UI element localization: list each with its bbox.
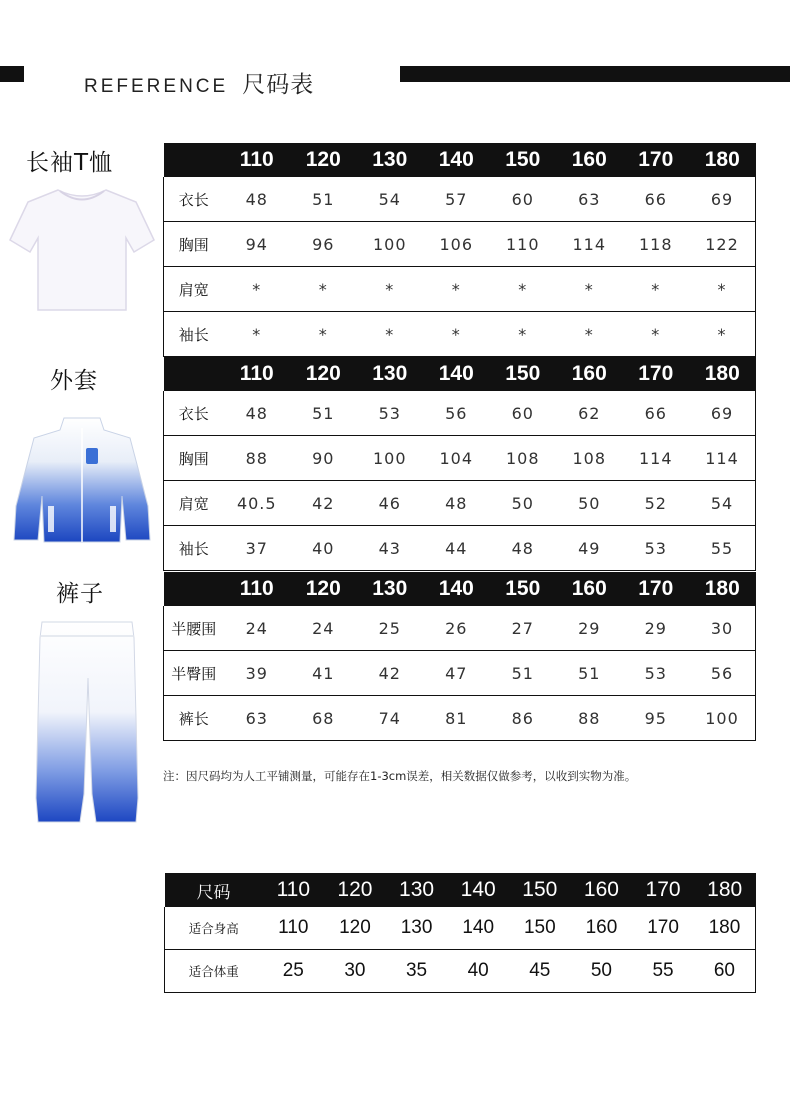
jacket-size-header (164, 357, 756, 391)
cell: 50 (511, 493, 534, 513)
row-label: 适合身高 (188, 921, 239, 936)
cell: 46 (378, 493, 401, 513)
jacket-row-chest (164, 436, 756, 481)
cell: 108 (572, 448, 607, 468)
jacket-row-length (164, 391, 756, 436)
cell: * (651, 279, 661, 299)
size-170: 170 (632, 873, 694, 907)
cell: 68 (312, 708, 335, 728)
size-160: 160 (556, 572, 623, 606)
cell: 69 (710, 403, 734, 423)
cell: * (318, 324, 328, 344)
size-170: 170 (623, 572, 690, 606)
size-170: 170 (623, 357, 690, 391)
cell: 60 (511, 403, 534, 423)
cell: 106 (439, 234, 474, 254)
header-blank (164, 572, 224, 606)
cell: 26 (445, 618, 468, 638)
header-right-bar (400, 66, 790, 82)
cell: 122 (705, 234, 739, 254)
fit-header-label: 尺码 (165, 873, 263, 907)
cell: 51 (578, 663, 601, 683)
cell: 110 (505, 234, 540, 254)
size-110: 110 (224, 572, 291, 606)
cell: * (318, 279, 328, 299)
size-160: 160 (556, 357, 623, 391)
cell: 24 (245, 618, 268, 638)
size-140: 140 (423, 357, 490, 391)
cell: * (385, 324, 395, 344)
cell: * (717, 279, 727, 299)
tshirt-image (8, 182, 156, 314)
size-110: 110 (263, 873, 325, 907)
reference-label: REFERENCE (84, 76, 229, 97)
cell: * (385, 279, 395, 299)
cell: 54 (378, 189, 401, 209)
cell: 51 (511, 663, 534, 683)
cell: 66 (644, 189, 667, 209)
size-130: 130 (357, 357, 424, 391)
cell: 120 (339, 917, 371, 938)
cell: 104 (439, 448, 474, 468)
cell: 55 (652, 960, 674, 981)
size-120: 120 (290, 357, 357, 391)
size-120: 120 (324, 873, 386, 907)
cell: * (252, 279, 262, 299)
cell: 49 (578, 538, 601, 558)
cell: 40 (467, 960, 489, 981)
jacket-size-table (163, 357, 756, 571)
row-label: 袖长 (178, 325, 209, 344)
cell: 48 (245, 403, 268, 423)
cell: 35 (405, 960, 428, 981)
size-160: 160 (571, 873, 633, 907)
cell: 51 (312, 403, 335, 423)
cell: 81 (445, 708, 468, 728)
cell: 88 (245, 448, 268, 468)
tshirt-size-header (164, 143, 756, 177)
pants-size-header (164, 572, 756, 606)
cell: 88 (578, 708, 601, 728)
cell: 53 (644, 663, 667, 683)
cell: 52 (644, 493, 667, 513)
row-label: 衣长 (178, 190, 209, 209)
cell: * (451, 324, 461, 344)
cell: 37 (245, 538, 268, 558)
cell: 48 (245, 189, 268, 209)
cell: 40.5 (236, 493, 277, 513)
size-140: 140 (423, 572, 490, 606)
cell: 42 (312, 493, 335, 513)
cell: 62 (578, 403, 601, 423)
cell: 130 (400, 917, 433, 938)
jacket-row-sleeve (164, 526, 756, 571)
cell: 42 (378, 663, 401, 683)
header-blank (164, 357, 224, 391)
cell: 140 (462, 917, 495, 938)
header-blank (164, 143, 224, 177)
tshirt-title: 长袖T恤 (26, 150, 114, 176)
size-140: 140 (447, 873, 509, 907)
cell: 90 (312, 448, 335, 468)
tshirt-row-shoulder (164, 267, 756, 312)
cell: 27 (511, 618, 534, 638)
size-110: 110 (224, 357, 291, 391)
cell: 114 (572, 234, 607, 254)
row-label: 裤长 (178, 709, 209, 728)
cell: 30 (344, 960, 366, 981)
tshirt-size-table (163, 143, 756, 357)
cell: 170 (647, 917, 679, 938)
cell: 57 (445, 189, 468, 209)
cell: 55 (710, 538, 734, 558)
cell: 108 (505, 448, 540, 468)
cell: 63 (578, 189, 601, 209)
size-180: 180 (689, 357, 756, 391)
row-label: 衣长 (178, 404, 209, 423)
cell: * (518, 279, 528, 299)
size-130: 130 (386, 873, 448, 907)
cell: 25 (378, 618, 401, 638)
header-left-bar (0, 66, 24, 82)
cell: 30 (710, 618, 734, 638)
pants-title: 裤子 (56, 581, 104, 607)
fit-table (164, 873, 756, 993)
row-label: 半臀围 (171, 664, 217, 683)
cell: 25 (282, 960, 304, 981)
pants-row-waist (164, 606, 756, 651)
size-160: 160 (556, 143, 623, 177)
cell: 43 (378, 538, 401, 558)
size-130: 130 (357, 572, 424, 606)
cell: 56 (710, 663, 734, 683)
cell: 60 (713, 960, 735, 981)
size-140: 140 (423, 143, 490, 177)
size-150: 150 (490, 572, 557, 606)
jacket-title: 外套 (50, 368, 98, 394)
cell: 180 (708, 917, 741, 938)
cell: 48 (511, 538, 534, 558)
size-120: 120 (290, 572, 357, 606)
size-110: 110 (224, 143, 291, 177)
row-label: 肩宽 (178, 280, 209, 299)
cell: 45 (529, 960, 551, 981)
cell: 29 (644, 618, 667, 638)
jacket-image (8, 414, 156, 546)
size-150: 150 (490, 143, 557, 177)
cell: 94 (245, 234, 268, 254)
cell: * (584, 324, 594, 344)
size-130: 130 (357, 143, 424, 177)
cell: 53 (378, 403, 401, 423)
cell: 51 (312, 189, 335, 209)
cell: 50 (590, 960, 612, 981)
row-label: 适合体重 (188, 964, 239, 979)
row-label: 袖长 (178, 539, 209, 558)
cell: * (252, 324, 262, 344)
cell: * (451, 279, 461, 299)
cell: 40 (312, 538, 335, 558)
pants-row-length (164, 696, 756, 741)
cell: 118 (638, 234, 673, 254)
row-label: 胸围 (178, 235, 209, 254)
cell: 29 (578, 618, 601, 638)
size-120: 120 (290, 143, 357, 177)
cell: 86 (511, 708, 534, 728)
cell: 100 (372, 448, 407, 468)
pants-row-hip (164, 651, 756, 696)
cell: 63 (245, 708, 268, 728)
cell: * (717, 324, 727, 344)
cell: 47 (445, 663, 468, 683)
size-180: 180 (694, 873, 756, 907)
size-chart-title: 尺码表 (242, 72, 315, 98)
cell: 39 (245, 663, 268, 683)
cell: * (651, 324, 661, 344)
cell: 44 (445, 538, 468, 558)
cell: 100 (705, 708, 739, 728)
cell: 160 (585, 917, 618, 938)
size-150: 150 (509, 873, 571, 907)
cell: 41 (312, 663, 335, 683)
measurement-note: 注：因尺码均为人工平铺测量，可能存在1-3cm误差，相关数据仅做参考，以收到实物为准。 (163, 769, 637, 783)
pants-image (34, 618, 140, 824)
cell: * (584, 279, 594, 299)
cell: 60 (511, 189, 534, 209)
fit-row-weight (165, 950, 756, 993)
cell: 53 (644, 538, 667, 558)
cell: 114 (638, 448, 673, 468)
cell: 95 (644, 708, 667, 728)
fit-row-height (165, 907, 756, 950)
cell: 114 (705, 448, 739, 468)
cell: 150 (523, 917, 556, 938)
row-label: 半腰围 (171, 619, 217, 638)
size-150: 150 (490, 357, 557, 391)
cell: 50 (578, 493, 601, 513)
tshirt-row-chest (164, 222, 756, 267)
cell: 48 (445, 493, 468, 513)
pants-size-table (163, 572, 756, 741)
size-170: 170 (623, 143, 690, 177)
cell: 74 (378, 708, 401, 728)
cell: 56 (445, 403, 468, 423)
size-180: 180 (689, 143, 756, 177)
cell: 100 (372, 234, 407, 254)
tshirt-row-sleeve (164, 312, 756, 357)
size-180: 180 (689, 572, 756, 606)
fit-header (165, 873, 756, 907)
row-label: 胸围 (178, 449, 209, 468)
cell: 110 (278, 917, 309, 938)
cell: 66 (644, 403, 667, 423)
cell: 24 (312, 618, 335, 638)
tshirt-row-length (164, 177, 756, 222)
cell: 69 (710, 189, 734, 209)
cell: 96 (312, 234, 335, 254)
jacket-row-shoulder (164, 481, 756, 526)
cell: 54 (710, 493, 734, 513)
header-title (84, 66, 314, 99)
cell: * (518, 324, 528, 344)
row-label: 肩宽 (178, 494, 209, 513)
